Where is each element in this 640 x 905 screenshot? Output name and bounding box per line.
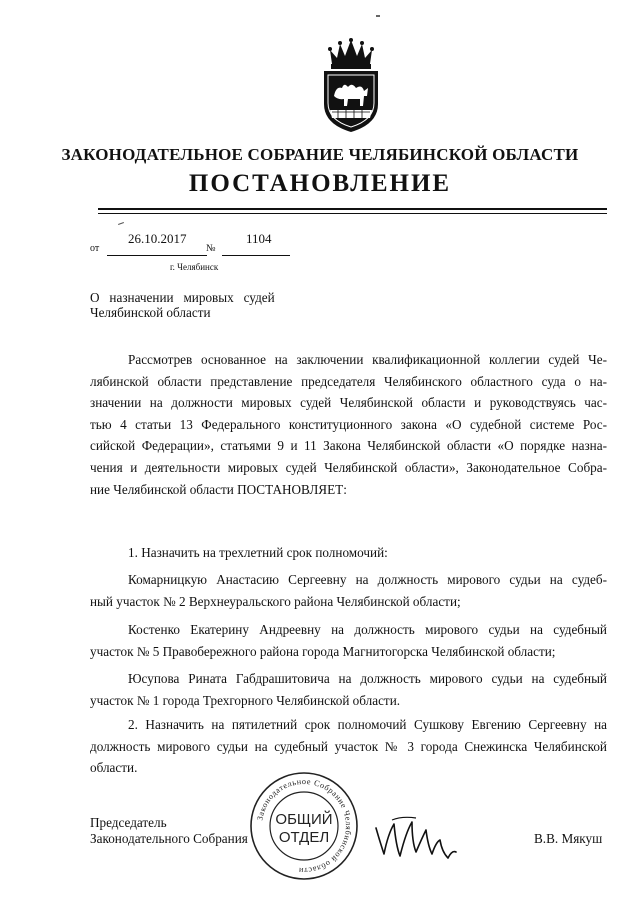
text-line: лябинской области представление председателя Челябинского областного суда о на-: [90, 373, 607, 389]
organization-title: ЗАКОНОДАТЕЛЬНОЕ СОБРАНИЕ ЧЕЛЯБИНСКОЙ ОБЛАСТИ: [61, 145, 579, 164]
stamp-text-line2: ОТДЕЛ: [278, 829, 330, 846]
from-label: от: [90, 243, 100, 254]
date-underline: [107, 255, 207, 256]
pen-tick-mark: [118, 222, 124, 225]
round-stamp-icon: [248, 770, 360, 882]
text-line: Юсупова Рината Габдрашитовича на должность мирового судьи на судебный: [128, 671, 607, 686]
signatory-name: В.В. Мякуш: [534, 831, 603, 846]
header-rule-thick: [98, 208, 607, 210]
subject-line: О назначении мировых судей: [90, 290, 275, 305]
scan-mark: [376, 15, 380, 17]
city-label: г. Челябинск: [170, 262, 219, 272]
text-line: ние Челябинской области ПОСТАНОВЛЯЕТ:: [90, 481, 347, 497]
date-number-line: [90, 231, 320, 257]
number-underline: [222, 255, 290, 256]
preamble-paragraph: [90, 349, 607, 500]
header-rule-thin: [98, 213, 607, 214]
item-1-appointee-c: [90, 668, 607, 711]
text-line: Рассмотрев основанное на заключении квалификационной коллегии судей Че-: [128, 352, 607, 367]
signatory-position: [90, 815, 248, 847]
text-line: 1. Назначить на трехлетний срок полномочий:: [128, 545, 388, 560]
text-line: области.: [90, 760, 138, 776]
text-line: 2. Назначить на пятилетний срок полномочий Сушкову Евгению Сергеевну на: [128, 717, 607, 732]
item-1-heading: [90, 542, 607, 564]
text-line: Костенко Екатерину Андреевну на должность мирового судьи на судебный: [128, 622, 607, 637]
document-type-title: ПОСТАНОВЛЕНИЕ: [188, 170, 452, 197]
chelyabinsk-coat-of-arms-icon: [318, 38, 384, 134]
text-line: чения и деятельности мировых судей Челябинской области», Законодательное Собра-: [90, 459, 607, 475]
document-date: 26.10.2017: [128, 231, 187, 246]
handwritten-signature-icon: [372, 812, 460, 866]
document-subject: [90, 290, 350, 320]
stamp-text-line1: ОБЩИЙ: [275, 811, 333, 828]
text-line: Комарницкую Анастасию Сергеевну на должность мирового судьи на судеб-: [128, 572, 607, 587]
position-line: Председатель: [90, 815, 167, 830]
text-line: тью 4 статьи 13 Федерального конституционного закона «О судебной системе Рос-: [90, 416, 607, 432]
item-1-appointee-b: [90, 619, 607, 662]
text-line: участок № 5 Правобережного района города Магнитогорска Челябинской области;: [90, 643, 556, 659]
item-1-appointee-a: [90, 569, 607, 612]
subject-line: Челябинской области: [90, 305, 211, 320]
stamp-ring-text: Законодательное Собрание Челябинской области: [255, 776, 354, 876]
position-line: Законодательного Собрания: [90, 831, 248, 846]
text-line: ный участок № 2 Верхнеуральского района Челябинской области;: [90, 593, 461, 609]
number-label: №: [206, 243, 216, 254]
text-line: участок № 1 города Трехгорного Челябинской области.: [90, 692, 401, 708]
text-line: сийской Федерации», статьями 9 и 11 Закона Челябинской области «О порядке назна-: [90, 438, 607, 454]
document-number: 1104: [246, 231, 272, 246]
text-line: должность мирового судьи на судебный участок № 3 города Снежинска Челябинской: [90, 738, 607, 754]
text-line: значении на должности мировых судей Челябинской области и руководствуясь час-: [90, 395, 607, 411]
